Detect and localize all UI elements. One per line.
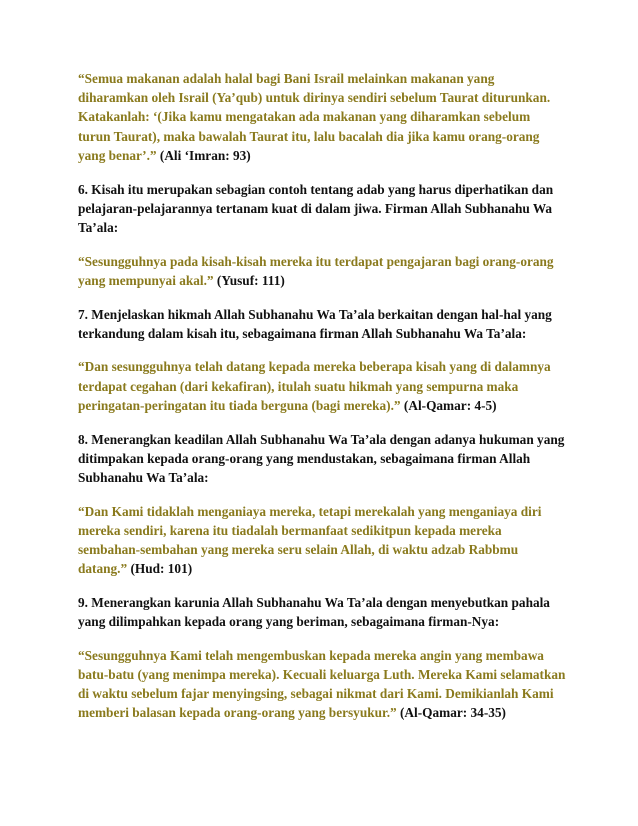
quote-al-qamar-4-5 [78,357,566,415]
point-6: 6. Kisah itu merupakan sebagian contoh tentang adab yang harus diperhatikan dan pelajaran-pelajarannya tertanam kuat di dalam jiwa. Firman Allah Subhanahu Wa Ta’ala: [78,181,554,235]
quote-reference: (Hud: 101) [127,561,193,577]
quote-reference: (Yusuf: 111) [213,272,285,288]
quote-text: “Semua makanan adalah halal bagi Bani Israil melainkan makanan yang diharamkan oleh Israil (Ya’qub) untuk dirinya sendiri sebelum Taurat diturunkan. Katakanlah: ‘(Jika kamu mengatakan ada makanan yang diharamkan sebelum turun Taurat), maka bawalah Taurat itu, lalu bacalah dia jika kamu orang-orang yang benar’.” [78,71,551,163]
quote-hud-101 [78,502,566,579]
quote-reference: (Ali ‘Imran: 93) [156,147,251,163]
quote-text: “Sesungguhnya Kami telah mengembuskan kepada mereka angin yang membawa batu-batu (yang menimpa mereka). Kecuali keluarga Luth. Mereka Kami selamatkan di waktu sebelum fajar menyingsing, sebagai nikmat dari Kami. Demikianlah Kami memberi balasan kepada orang-orang yang bersyukur.” [78,647,566,721]
quote-yusuf-111 [78,252,566,290]
quote-text: “Dan sesungguhnya telah datang kepada mereka beberapa kisah yang di dalamnya terdapat cegahan (dari kekafiran), itulah suatu hikmah yang sempurna maka peringatan-peringatan itu tiada berguna (bagi mereka).” [78,359,551,413]
document-page [78,69,566,737]
quote-text: “Dan Kami tidaklah menganiaya mereka, tetapi merekalah yang menganiaya diri mereka sendiri, karena itu tiadalah bermanfaat sedikitpun kepada mereka sembahan-sembahan yang mereka seru selain Allah, di waktu adzab Rabbmu datang.” [78,503,542,577]
point-9: 9. Menerangkan karunia Allah Subhanahu Wa Ta’ala dengan menyebutkan pahala yang dilimpahkan kepada orang yang beriman, sebagaimana firman-Nya: [78,594,550,630]
quote-text: “Sesungguhnya pada kisah-kisah mereka itu terdapat pengajaran bagi orang-orang yang mempunyai akal.” [78,253,554,288]
point-8: 8. Menerangkan keadilan Allah Subhanahu Wa Ta’ala dengan adanya hukuman yang ditimpakan kepada orang-orang yang mendustakan, sebagaimana firman Allah Subhanahu Wa Ta’ala: [78,431,565,485]
quote-ali-imran-93 [78,69,566,165]
quote-al-qamar-34-35 [78,646,566,723]
quote-reference: (Al-Qamar: 4-5) [400,397,497,413]
quote-reference: (Al-Qamar: 34-35) [396,705,506,721]
point-7: 7. Menjelaskan hikmah Allah Subhanahu Wa Ta’ala berkaitan dengan hal-hal yang terkandung dalam kisah itu, sebagaimana firman Allah Subhanahu Wa Ta’ala: [78,306,552,341]
